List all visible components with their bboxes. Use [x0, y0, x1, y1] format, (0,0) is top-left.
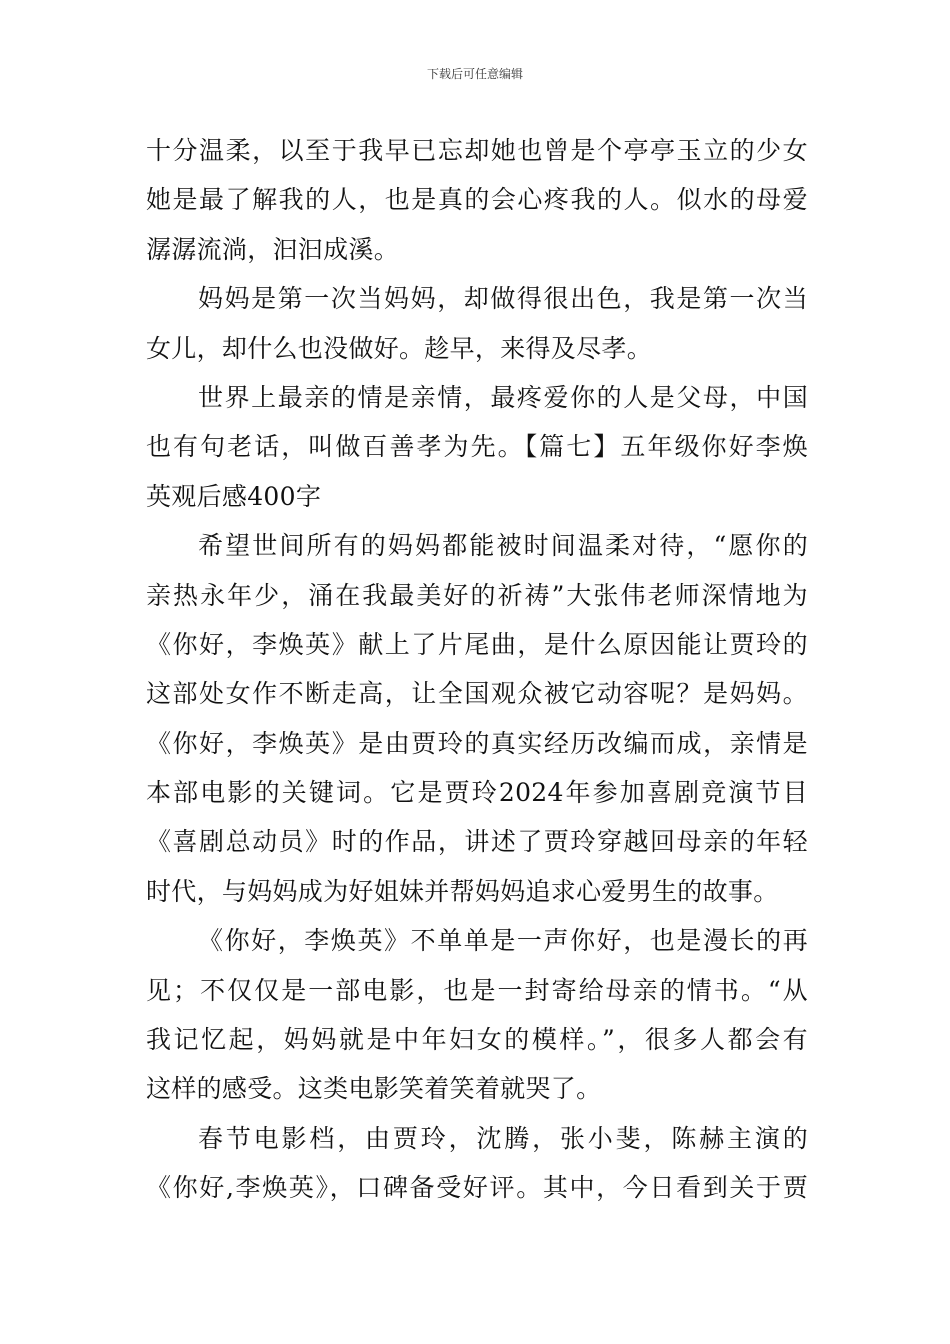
text-line: 女儿，却什么也没做好。趁早，来得及尽孝。: [146, 333, 653, 363]
text-line: 见；不仅仅是一部电影，也是一封寄给母亲的情书。“从: [146, 975, 808, 1005]
paragraph-first-line: 世界上最亲的情是亲情，最疼爱你的人是父母，中国: [198, 382, 808, 412]
text-line: 这部处女作不断走高，让全国观众被它动容呢？是妈妈。: [146, 679, 808, 709]
paragraph-first-line: 希望世间所有的妈妈都能被时间温柔对待，“愿你的: [198, 531, 808, 561]
page-header: 下载后可任意编辑: [426, 67, 523, 81]
document-body: [146, 126, 808, 1213]
paragraph-first-line: 春节电影档，由贾玲，沈腾，张小斐，陈赫主演的: [198, 1123, 808, 1153]
text-line: 《喜剧总动员》时的作品，讲述了贾玲穿越回母亲的年轻: [146, 827, 808, 857]
text-line: 时代，与妈妈成为好姐妹并帮妈妈追求心爱男生的故事。: [146, 876, 779, 906]
paragraph-first-line: 妈妈是第一次当妈妈，却做得很出色，我是第一次当: [198, 284, 808, 314]
text-line: 也有句老话，叫做百善孝为先。【篇七】五年级你好李焕: [146, 432, 808, 462]
text-line: 我记忆起，妈妈就是中年妇女的模样。”，很多人都会有: [146, 1025, 808, 1055]
paragraph-first-line: 《你好，李焕英》不单单是一声你好，也是漫长的再: [198, 926, 808, 956]
text-line: 她是最了解我的人，也是真的会心疼我的人。似水的母爱: [146, 185, 808, 215]
text-line: 十分温柔，以至于我早已忘却她也曾是个亭亭玉立的少女: [146, 136, 808, 165]
text-line: 《你好，李焕英》是由贾玲的真实经历改编而成，亲情是: [146, 728, 808, 758]
text-line: 潺潺流淌，汩汩成溪。: [146, 234, 400, 264]
text-line: 这样的感受。这类电影笑着笑着就哭了。: [146, 1074, 602, 1104]
text-line: 《你好，李焕英》献上了片尾曲，是什么原因能让贾玲的: [146, 629, 808, 659]
text-line: 亲热永年少，涌在我最美好的祈祷”大张伟老师深情地为: [146, 580, 808, 610]
text-line: 《你好,李焕英》，口碑备受好评。其中，今日看到关于贾: [146, 1173, 808, 1203]
text-line: 本部电影的关键词。它是贾玲2024年参加喜剧竞演节目: [146, 778, 808, 808]
text-line: 英观后感400字: [146, 481, 322, 511]
